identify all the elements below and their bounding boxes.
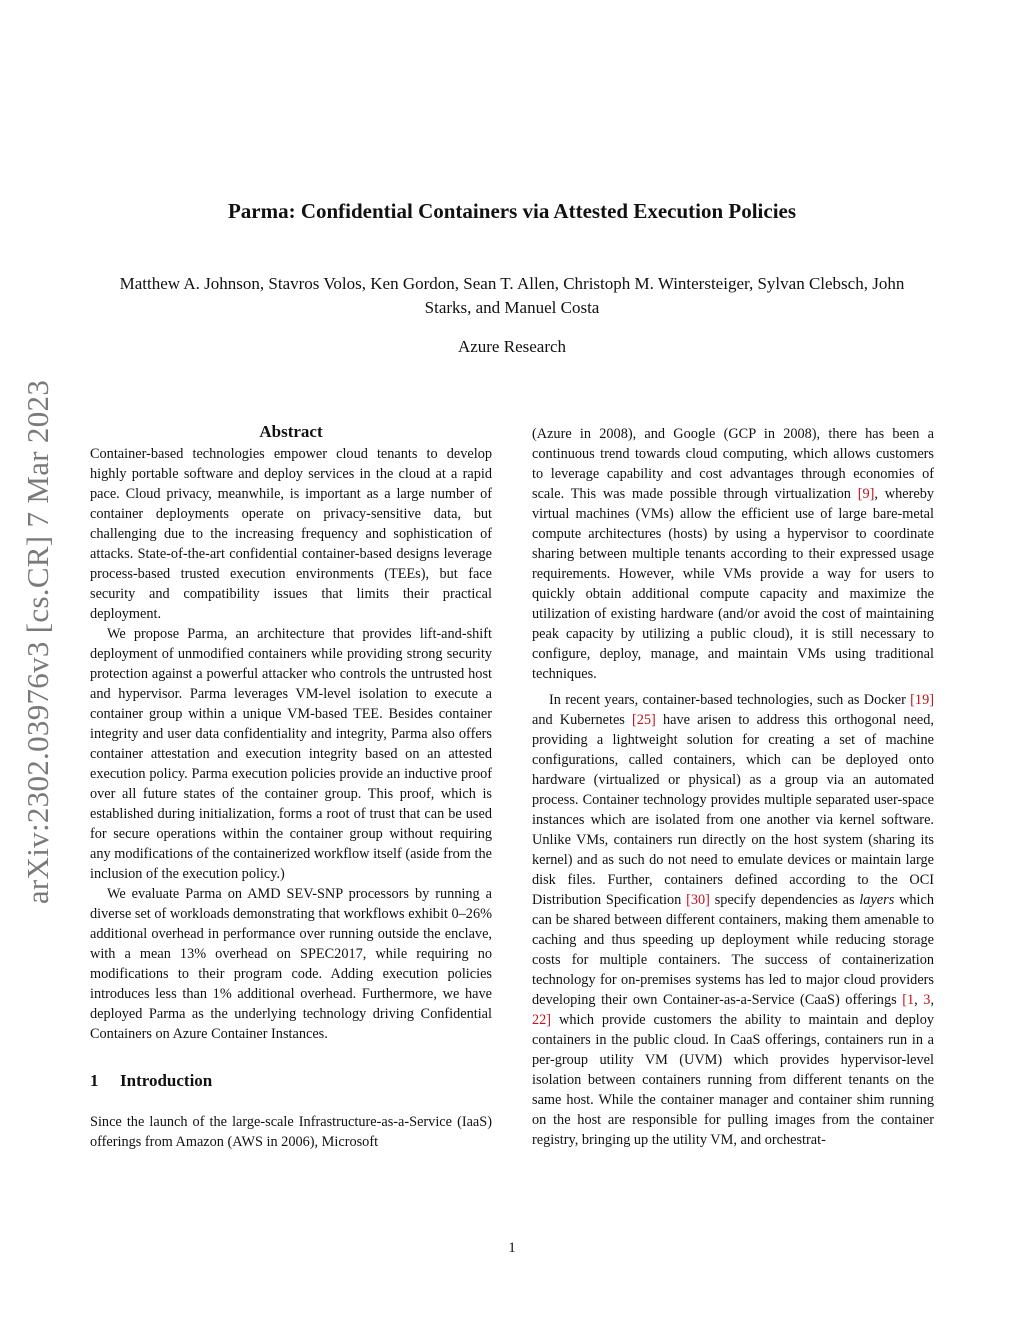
text-run: (Azure in 2008), and Google (GCP in 2008), there has been a continuous trend towards cloud computing, which allows customers to leverage capability and cost advantages through economies of scale. This was made possible through virtualization [532, 426, 934, 502]
left-column [90, 421, 492, 1152]
citation-separator: , [930, 992, 935, 1008]
citation-link[interactable]: [30] [686, 892, 710, 908]
citation-link[interactable]: 22 [532, 1012, 547, 1028]
text-run: which can be shared between different containers, making them amenable to caching and thus speeding up deployment while reducing storage costs for multiple containers. The success of containerization technology for on-premises systems has led to major cloud providers developing their own Container-as-a-Service (CaaS) offerings [532, 892, 935, 1008]
citation-link[interactable]: [19] [910, 692, 934, 708]
citation-link[interactable]: [9] [857, 486, 875, 502]
section-number: 1 [90, 1071, 99, 1090]
text-run: and Kubernetes [532, 712, 632, 728]
body-paragraph-1 [532, 424, 934, 684]
text-run: , whereby virtual machines (VMs) allow the efficient use of large bare-metal compute architectures (hosts) by using a hypervisor to coordinate sharing between multiple tenants according to their expressed usage requirements. However, while VMs provide a way for users to quickly obtain additional compute capacity and maximize the utilization of existing hardware (and/or avoid the cost of maintaining peak capacity by utilizing a public cloud), it is still necessary to configure, deploy, manage, and maintain VMs using traditional techniques. [532, 486, 934, 682]
citation-separator: , [914, 992, 924, 1008]
text-run: In recent years, container-based technologies, such as Docker [549, 692, 911, 708]
paper-title: Parma: Confidential Containers via Attested Execution Policies [227, 199, 797, 223]
section-heading-introduction [90, 1070, 492, 1092]
arxiv-sidebar [8, 352, 68, 932]
text-run: have arisen to address this orthogonal need, providing a lightweight solution for creating a set of machine configurations, called containers, which can be deployed onto hardware (virtualized or physical) as a group via an automated process. Container technology provides multiple separated user-space instances which are isolated from one another via kernel software. Unlike VMs, containers run directly on the host system (sharing its kernel) and as such do not need to emulate devices or maintain large disk files. Further, containers defined according to the OCI Distribution Specification [532, 712, 934, 908]
body-paragraph-2 [532, 690, 934, 1150]
citation-link[interactable]: 1 [906, 992, 915, 1008]
emphasis-layers: layers [859, 892, 895, 908]
arxiv-identifier: arXiv:2302.03976v3 [cs.CR] 7 Mar 2023 [20, 379, 55, 905]
section-title: Introduction [120, 1071, 213, 1090]
text-run: which provide customers the ability to maintain and deploy containers in the public cloud. In CaaS offerings, containers run in a per-group utility VM (UVM) which provides hypervisor-level isolation between containers running from different tenants on the same host. While the container manager and container shim running on the host are responsible for pulling images from the container registry, bringing up the utility VM, and orchestrat- [532, 1012, 934, 1148]
abstract-heading: Abstract [259, 422, 323, 441]
citation-bracket: ] [546, 1012, 552, 1028]
author-list: Matthew A. Johnson, Stavros Volos, Ken Gordon, Sean T. Allen, Christoph M. Wintersteiger, Sylvan Clebsch, John Starks, and Manuel Costa [119, 274, 905, 317]
abstract-paragraph-3: We evaluate Parma on AMD SEV-SNP processors by running a diverse set of workloads demonstrating that workflows exhibit 0–26% additional overhead in performance over running outside the enclave, with a mean 13% overhead on SPEC2017, while requiring no modifications to their program code. Adding execution policies introduces less than 1% additional overhead. Furthermore, we have deployed Parma as the underlying technology driving Confidential Containers on Azure Container Instances. [90, 886, 492, 1042]
intro-paragraph-1: Since the launch of the large-scale Infrastructure-as-a-Service (IaaS) offerings from Amazon (AWS in 2006), Microsoft [90, 1114, 492, 1150]
citation-link[interactable]: [25] [632, 712, 656, 728]
affiliation: Azure Research [457, 337, 567, 356]
page-number: 1 [508, 1240, 516, 1256]
citation-bracket: [ [902, 992, 907, 1008]
text-run: specify dependencies as [709, 892, 860, 908]
citation-link[interactable]: 3 [923, 992, 931, 1008]
abstract-paragraph-1: Container-based technologies empower cloud tenants to develop highly portable software and deploy services in the cloud at a rapid pace. Cloud privacy, meanwhile, is important as a large number of container deployments operate on privacy-sensitive data, but challenging due to the increasing frequency and sophistication of attacks. State-of-the-art confidential container-based designs leverage process-based trusted execution environments (TEEs), but face security and compatibility issues that limits their practical deployment. [90, 446, 492, 622]
right-column [532, 424, 934, 1150]
abstract-paragraph-2: We propose Parma, an architecture that provides lift-and-shift deployment of unmodified containers while providing strong security protection against a powerful attacker who controls the untrusted host and hypervisor. Parma leverages VM-level isolation to execute a container group within a unique VM-based TEE. Besides container integrity and user data confidentiality and integrity, Parma also offers container attestation and execution integrity based on an attested execution policy. Parma execution policies provide an inductive proof over all future states of the container group. This proof, which is established during initialization, forms a root of trust that can be used for secure operations within the container group without requiring any modifications of the containerized workflow itself (aside from the inclusion of the execution policy.) [90, 626, 492, 882]
